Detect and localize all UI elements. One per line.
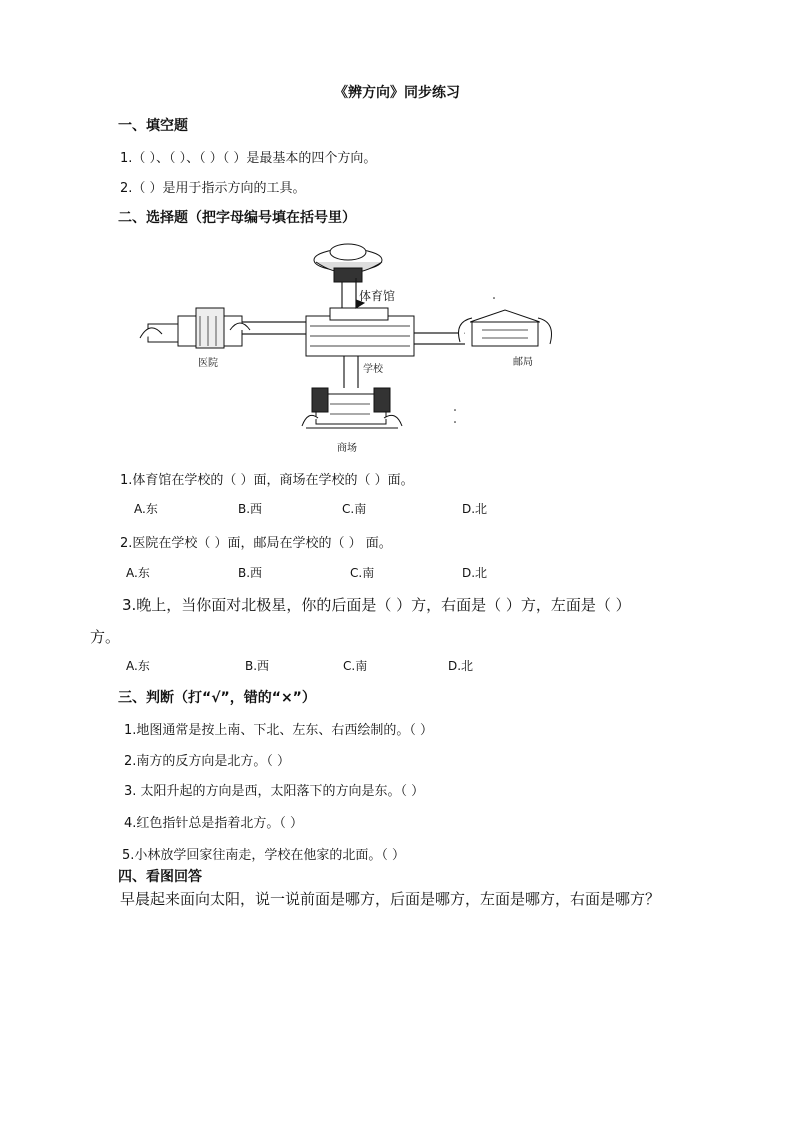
section-2-heading: 二、选择题（把字母编号填在括号里） (118, 210, 356, 226)
map-label-school: 学校 (363, 364, 383, 375)
section-3-heading: 三、判断（打“√”，错的“×”） (118, 690, 316, 706)
q2-option-a: A.东 (126, 566, 150, 580)
q1-option-a: A.东 (134, 502, 158, 516)
map-label-mall: 商场 (337, 443, 357, 454)
judge-item-3: 3. 太阳升起的方向是西，太阳落下的方向是东。（ ） (124, 784, 425, 799)
section-1-heading: 一、填空题 (118, 118, 188, 134)
choice-question-2: 2.医院在学校（ ）面，邮局在学校的（ ） 面。 (120, 536, 392, 551)
post-office-building (459, 310, 552, 346)
choice-question-3-line2: 方。 (90, 628, 121, 646)
school-building (306, 300, 414, 356)
judge-item-1: 1.地图通常是按上南、下北、左东、右西绘制的。（ ） (124, 723, 434, 738)
q1-option-b: B.西 (238, 502, 263, 516)
q3-option-c: C.南 (343, 659, 368, 673)
page-title: 《辨方向》同步练习 (334, 85, 460, 101)
q3-option-b: B.西 (245, 659, 270, 673)
q1-option-d: D.北 (462, 502, 488, 516)
picture-question: 早晨起来面向太阳，说一说前面是哪方，后面是哪方，左面是哪方，右面是哪方？ (120, 890, 661, 908)
q2-option-c: C.南 (350, 566, 375, 580)
q1-option-c: C.南 (342, 502, 367, 516)
choice-question-3-line1: 3.晚上，当你面对北极星，你的后面是（ ）方，右面是（ ）方，左面是（ ） (122, 596, 631, 614)
map-label-gym: 体育馆 (359, 289, 396, 303)
fill-question-2: 2.（ ）是用于指示方向的工具。 (120, 181, 306, 196)
judge-item-4: 4.红色指针总是指着北方。（ ） (124, 816, 304, 831)
judge-item-5: 5.小林放学回家往南走，学校在他家的北面。（ ） (122, 848, 406, 863)
section-4-heading: 四、看图回答 (118, 869, 202, 885)
map-label-hospital: 医院 (198, 358, 218, 369)
fill-question-1: 1.（ ）、（ ）、（ ）（ ）是最基本的四个方向。 (120, 151, 377, 166)
judge-item-2: 2.南方的反方向是北方。（ ） (124, 754, 291, 769)
q2-option-b: B.西 (238, 566, 263, 580)
q3-option-a: A.东 (126, 659, 150, 673)
map-label-post-office: 邮局 (513, 357, 533, 368)
hospital-building (140, 308, 250, 348)
mall-building (302, 388, 402, 428)
q2-option-d: D.北 (462, 566, 488, 580)
q3-option-d: D.北 (448, 659, 474, 673)
choice-question-1: 1.体育馆在学校的（ ）面，商场在学校的（ ）面。 (120, 473, 414, 488)
direction-map-illustration (120, 238, 570, 458)
